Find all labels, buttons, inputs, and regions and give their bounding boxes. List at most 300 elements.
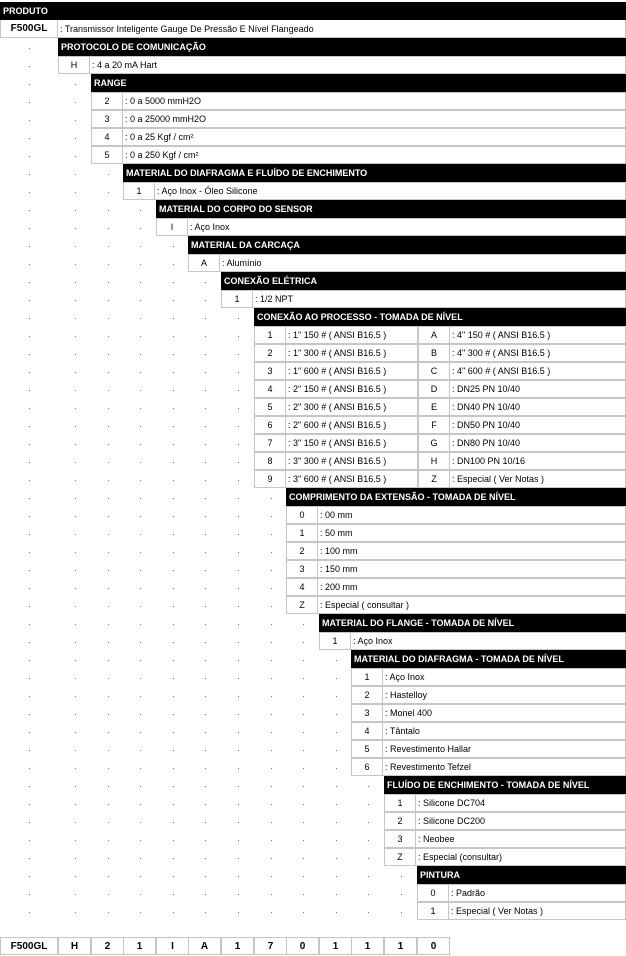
guide-dot [108, 372, 109, 373]
guide-dot [108, 462, 109, 463]
guide-dot [108, 264, 109, 265]
guide-dot [75, 498, 76, 499]
guide-dot [75, 138, 76, 139]
guide-dot [238, 552, 239, 553]
option-description: : 200 mm [318, 578, 626, 596]
guide-dot [75, 444, 76, 445]
guide-dot [108, 588, 109, 589]
guide-dot [108, 300, 109, 301]
example-code-value: 1 [351, 937, 384, 955]
guide-dot [75, 318, 76, 319]
guide-dot [205, 552, 206, 553]
guide-dot [140, 516, 141, 517]
section-header-diaphragm-fill: MATERIAL DO DIAFRAGMA E FLUÍDO DE ENCHIMENTO [123, 164, 626, 182]
guide-dot [303, 804, 304, 805]
guide-dot [173, 570, 174, 571]
guide-dot [205, 822, 206, 823]
guide-dot [336, 840, 337, 841]
guide-dot [29, 228, 30, 229]
guide-dot [108, 750, 109, 751]
guide-dot [29, 390, 30, 391]
guide-dot [303, 858, 304, 859]
guide-dot [303, 732, 304, 733]
guide-dot [75, 588, 76, 589]
guide-dot [75, 282, 76, 283]
option-code: Z [384, 848, 416, 866]
guide-dot [173, 408, 174, 409]
option-description: : DN50 PN 10/40 [450, 416, 626, 434]
option-description: : 4 a 20 mA Hart [90, 56, 626, 74]
guide-dot [108, 210, 109, 211]
guide-dot [108, 444, 109, 445]
guide-dot [205, 894, 206, 895]
guide-dot [75, 102, 76, 103]
guide-dot [205, 462, 206, 463]
option-description: : 3" 150 # ( ANSI B16.5 ) [286, 434, 418, 452]
option-description: : 1/2 NPT [253, 290, 626, 308]
guide-dot [108, 912, 109, 913]
guide-dot [29, 642, 30, 643]
guide-dot [140, 912, 141, 913]
guide-dot [29, 138, 30, 139]
guide-dot [303, 642, 304, 643]
option-code: 1 [319, 632, 351, 650]
guide-dot [271, 678, 272, 679]
guide-dot [368, 912, 369, 913]
guide-dot [108, 876, 109, 877]
guide-dot [140, 246, 141, 247]
guide-dot [29, 462, 30, 463]
option-code: 3 [254, 362, 286, 380]
example-code-value: 0 [417, 937, 450, 955]
guide-dot [173, 552, 174, 553]
guide-dot [75, 300, 76, 301]
guide-dot [140, 660, 141, 661]
guide-dot [173, 732, 174, 733]
guide-dot [238, 570, 239, 571]
guide-dot [303, 768, 304, 769]
option-code: 4 [91, 128, 123, 146]
option-code: 2 [384, 812, 416, 830]
guide-dot [108, 174, 109, 175]
option-code: 1 [254, 326, 286, 344]
guide-dot [205, 768, 206, 769]
guide-dot [140, 534, 141, 535]
guide-dot [108, 714, 109, 715]
guide-dot [75, 876, 76, 877]
option-code: 1 [123, 182, 155, 200]
guide-dot [108, 426, 109, 427]
guide-dot [205, 696, 206, 697]
option-description: : 4" 600 # ( ANSI B16.5 ) [450, 362, 626, 380]
guide-dot [238, 516, 239, 517]
guide-dot [205, 678, 206, 679]
guide-dot [173, 912, 174, 913]
option-description: : 2" 150 # ( ANSI B16.5 ) [286, 380, 418, 398]
guide-dot [108, 354, 109, 355]
guide-dot [29, 588, 30, 589]
guide-dot [173, 768, 174, 769]
option-description: : Revestimento Hallar [383, 740, 626, 758]
guide-dot [205, 714, 206, 715]
option-code: 2 [286, 542, 318, 560]
option-description: : 1" 150 # ( ANSI B16.5 ) [286, 326, 418, 344]
guide-dot [108, 498, 109, 499]
guide-dot [336, 714, 337, 715]
guide-dot [108, 228, 109, 229]
guide-dot [108, 858, 109, 859]
section-header-electrical: CONEXÃO ELÉTRICA [221, 272, 626, 290]
guide-dot [75, 264, 76, 265]
guide-dot [173, 606, 174, 607]
option-code: G [418, 434, 450, 452]
guide-dot [75, 228, 76, 229]
guide-dot [336, 822, 337, 823]
guide-dot [336, 858, 337, 859]
guide-dot [205, 444, 206, 445]
guide-dot [271, 804, 272, 805]
section-header-housing: MATERIAL DA CARCAÇA [188, 236, 626, 254]
guide-dot [108, 192, 109, 193]
guide-dot [205, 912, 206, 913]
guide-dot [75, 390, 76, 391]
guide-dot [173, 714, 174, 715]
product-header: PRODUTO [0, 2, 626, 20]
guide-dot [401, 876, 402, 877]
option-description: : 0 a 25 Kgf / cm² [123, 128, 626, 146]
guide-dot [140, 642, 141, 643]
guide-dot [368, 840, 369, 841]
guide-dot [271, 552, 272, 553]
guide-dot [29, 210, 30, 211]
guide-dot [140, 714, 141, 715]
guide-dot [29, 714, 30, 715]
guide-dot [205, 840, 206, 841]
guide-dot [336, 876, 337, 877]
section-header-protocol: PROTOCOLO DE COMUNICAÇÃO [58, 38, 626, 56]
guide-dot [205, 732, 206, 733]
section-header-range: RANGE [91, 74, 626, 92]
guide-dot [29, 498, 30, 499]
guide-dot [238, 660, 239, 661]
guide-dot [238, 390, 239, 391]
guide-dot [108, 660, 109, 661]
guide-dot [108, 678, 109, 679]
guide-dot [108, 822, 109, 823]
guide-dot [29, 696, 30, 697]
guide-dot [368, 858, 369, 859]
option-description: : 3" 300 # ( ANSI B16.5 ) [286, 452, 418, 470]
guide-dot [75, 336, 76, 337]
guide-dot [140, 840, 141, 841]
example-code-value: 2 [91, 937, 124, 955]
guide-dot [303, 912, 304, 913]
guide-dot [238, 822, 239, 823]
guide-dot [108, 732, 109, 733]
guide-dot [173, 498, 174, 499]
guide-dot [336, 732, 337, 733]
guide-dot [173, 804, 174, 805]
guide-dot [205, 642, 206, 643]
guide-dot [29, 912, 30, 913]
guide-dot [238, 858, 239, 859]
guide-dot [75, 516, 76, 517]
guide-dot [238, 912, 239, 913]
option-description: : DN100 PN 10/16 [450, 452, 626, 470]
guide-dot [140, 786, 141, 787]
option-code: 3 [384, 830, 416, 848]
guide-dot [108, 282, 109, 283]
guide-dot [303, 840, 304, 841]
option-code: 1 [221, 290, 253, 308]
guide-dot [108, 318, 109, 319]
guide-dot [205, 282, 206, 283]
guide-dot [75, 714, 76, 715]
guide-dot [271, 876, 272, 877]
guide-dot [303, 624, 304, 625]
guide-dot [173, 858, 174, 859]
guide-dot [173, 660, 174, 661]
option-code: 0 [286, 506, 318, 524]
example-code-value: I [156, 937, 189, 955]
guide-dot [108, 804, 109, 805]
guide-dot [205, 750, 206, 751]
option-code: D [418, 380, 450, 398]
guide-dot [75, 894, 76, 895]
guide-dot [140, 696, 141, 697]
guide-dot [173, 318, 174, 319]
guide-dot [238, 750, 239, 751]
guide-dot [205, 858, 206, 859]
guide-dot [205, 588, 206, 589]
guide-dot [108, 624, 109, 625]
guide-dot [205, 390, 206, 391]
guide-dot [29, 174, 30, 175]
option-description: : Alumínio [220, 254, 626, 272]
guide-dot [29, 840, 30, 841]
guide-dot [173, 264, 174, 265]
guide-dot [238, 804, 239, 805]
option-description: : Especial ( consultar ) [318, 596, 626, 614]
guide-dot [173, 876, 174, 877]
guide-dot [173, 786, 174, 787]
guide-dot [238, 840, 239, 841]
option-description: : Aço Inox [383, 668, 626, 686]
guide-dot [29, 84, 30, 85]
option-code: 3 [91, 110, 123, 128]
guide-dot [29, 264, 30, 265]
example-code-value: 7 [254, 937, 287, 955]
option-code: 4 [286, 578, 318, 596]
guide-dot [303, 876, 304, 877]
option-code: H [58, 56, 90, 74]
option-code: 4 [254, 380, 286, 398]
guide-dot [271, 660, 272, 661]
guide-dot [29, 336, 30, 337]
section-header-painting: PINTURA [417, 866, 626, 884]
guide-dot [336, 768, 337, 769]
guide-dot [75, 912, 76, 913]
guide-dot [238, 318, 239, 319]
guide-dot [368, 876, 369, 877]
guide-dot [29, 318, 30, 319]
guide-dot [205, 786, 206, 787]
guide-dot [29, 570, 30, 571]
guide-dot [271, 606, 272, 607]
guide-dot [173, 462, 174, 463]
guide-dot [205, 624, 206, 625]
guide-dot [336, 804, 337, 805]
guide-dot [238, 426, 239, 427]
guide-dot [75, 156, 76, 157]
guide-dot [401, 912, 402, 913]
guide-dot [140, 606, 141, 607]
guide-dot [173, 696, 174, 697]
option-code: A [188, 254, 220, 272]
guide-dot [173, 372, 174, 373]
example-code-value: H [58, 937, 91, 955]
option-description: : Silicone DC200 [416, 812, 626, 830]
guide-dot [336, 786, 337, 787]
guide-dot [205, 318, 206, 319]
option-code: H [418, 452, 450, 470]
guide-dot [140, 624, 141, 625]
guide-dot [75, 642, 76, 643]
guide-dot [108, 336, 109, 337]
guide-dot [29, 750, 30, 751]
guide-dot [140, 444, 141, 445]
guide-dot [75, 480, 76, 481]
guide-dot [140, 498, 141, 499]
guide-dot [140, 210, 141, 211]
guide-dot [173, 246, 174, 247]
guide-dot [75, 732, 76, 733]
guide-dot [238, 372, 239, 373]
guide-dot [303, 714, 304, 715]
guide-dot [238, 696, 239, 697]
guide-dot [238, 894, 239, 895]
guide-dot [140, 732, 141, 733]
option-description: : 1" 600 # ( ANSI B16.5 ) [286, 362, 418, 380]
guide-dot [368, 894, 369, 895]
guide-dot [401, 894, 402, 895]
guide-dot [173, 750, 174, 751]
option-code: 1 [286, 524, 318, 542]
guide-dot [238, 588, 239, 589]
guide-dot [108, 552, 109, 553]
guide-dot [271, 516, 272, 517]
guide-dot [29, 768, 30, 769]
guide-dot [29, 282, 30, 283]
guide-dot [336, 660, 337, 661]
example-code-value: 0 [286, 937, 319, 955]
option-description: : Aço Inox [188, 218, 626, 236]
option-description: : Neobee [416, 830, 626, 848]
guide-dot [75, 246, 76, 247]
guide-dot [271, 642, 272, 643]
guide-dot [303, 750, 304, 751]
option-description: : 1" 300 # ( ANSI B16.5 ) [286, 344, 418, 362]
guide-dot [75, 120, 76, 121]
guide-dot [368, 822, 369, 823]
guide-dot [29, 858, 30, 859]
guide-dot [75, 354, 76, 355]
guide-dot [238, 678, 239, 679]
guide-dot [29, 192, 30, 193]
section-header-extension: COMPRIMENTO DA EXTENSÃO - TOMADA DE NÍVEL [286, 488, 626, 506]
guide-dot [303, 894, 304, 895]
option-description: : Hastelloy [383, 686, 626, 704]
option-description: : 2" 600 # ( ANSI B16.5 ) [286, 416, 418, 434]
guide-dot [140, 480, 141, 481]
example-code-value: 1 [221, 937, 254, 955]
guide-dot [29, 624, 30, 625]
guide-dot [140, 462, 141, 463]
guide-dot [140, 768, 141, 769]
option-code: Z [418, 470, 450, 488]
guide-dot [29, 534, 30, 535]
guide-dot [140, 228, 141, 229]
guide-dot [140, 894, 141, 895]
guide-dot [173, 894, 174, 895]
guide-dot [29, 354, 30, 355]
guide-dot [75, 408, 76, 409]
guide-dot [205, 426, 206, 427]
option-code: 1 [351, 668, 383, 686]
option-code: C [418, 362, 450, 380]
guide-dot [140, 678, 141, 679]
product-description: : Transmissor Inteligente Gauge De Pressão E Nível Flangeado [58, 20, 626, 38]
guide-dot [205, 660, 206, 661]
guide-dot [271, 858, 272, 859]
guide-dot [29, 678, 30, 679]
guide-dot [140, 282, 141, 283]
guide-dot [75, 786, 76, 787]
guide-dot [205, 876, 206, 877]
section-header-flange: MATERIAL DO FLANGE - TOMADA DE NÍVEL [319, 614, 626, 632]
guide-dot [108, 516, 109, 517]
example-product-code: F500GL [0, 937, 58, 955]
guide-dot [29, 246, 30, 247]
guide-dot [140, 822, 141, 823]
guide-dot [140, 552, 141, 553]
guide-dot [140, 318, 141, 319]
guide-dot [336, 696, 337, 697]
guide-dot [108, 768, 109, 769]
option-description: : 4" 150 # ( ANSI B16.5 ) [450, 326, 626, 344]
guide-dot [173, 624, 174, 625]
guide-dot [29, 876, 30, 877]
guide-dot [336, 912, 337, 913]
guide-dot [108, 696, 109, 697]
option-description: : Padrão [449, 884, 626, 902]
option-code: 2 [254, 344, 286, 362]
section-header-sensor-body: MATERIAL DO CORPO DO SENSOR [156, 200, 626, 218]
example-code-value: 1 [123, 937, 156, 955]
guide-dot [303, 678, 304, 679]
guide-dot [140, 426, 141, 427]
guide-dot [29, 894, 30, 895]
guide-dot [173, 354, 174, 355]
guide-dot [29, 48, 30, 49]
guide-dot [75, 192, 76, 193]
guide-dot [238, 732, 239, 733]
option-description: : 00 mm [318, 506, 626, 524]
option-code: I [156, 218, 188, 236]
guide-dot [140, 570, 141, 571]
option-description: : 100 mm [318, 542, 626, 560]
option-description: : Especial ( Ver Notas ) [450, 470, 626, 488]
